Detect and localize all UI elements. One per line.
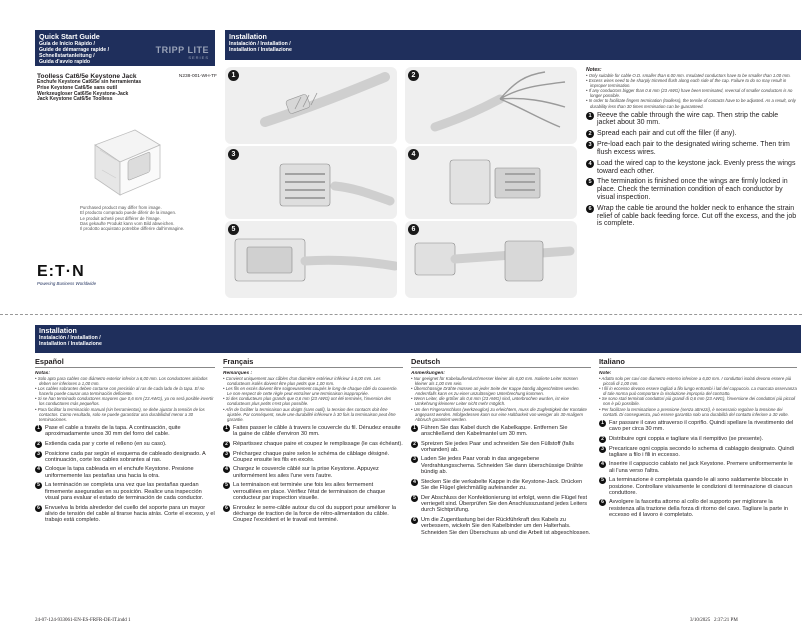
step-number-1: 1 bbox=[586, 112, 594, 120]
step-text: Pre-load each pair to the designated wiring scheme. Then trim flush excess wires. bbox=[597, 141, 790, 157]
preload-pairs-illustration bbox=[225, 146, 397, 219]
step-number-4: 4 bbox=[411, 479, 418, 486]
load-cap-illustration bbox=[405, 146, 577, 219]
panel-number: 5 bbox=[228, 224, 239, 235]
notes-heading: Remarques : bbox=[223, 371, 253, 376]
step-number-6: 6 bbox=[223, 505, 230, 512]
step-number-1: 1 bbox=[599, 420, 606, 427]
step-text: Load the wired cap to the keystone jack. Evenly press the wings toward each other. bbox=[597, 159, 796, 175]
notes-heading: Notas: bbox=[35, 371, 50, 376]
install-subtitle: Installation / Installazione bbox=[39, 341, 102, 347]
step-text: Stecken Sie die verkabelte Kappe in die Keystone-Jack. Drücken Sie die Flügel gleichmäßig aufeinander zu. bbox=[421, 478, 583, 492]
product-name: Toolless Cat6/5e Keystone Jack bbox=[37, 73, 137, 80]
fold-line bbox=[0, 314, 802, 315]
step-number-6: 6 bbox=[35, 505, 42, 512]
step-text: Reeve the cable through the wire cap. Then strip the cable jacket about 30 mm. bbox=[597, 111, 779, 127]
step-text: The termination is finished once the wings are firmly locked in place. Check the termination condition of each conductor by visual inspection. bbox=[597, 178, 788, 202]
eaton-tagline: Powering Business Worldwide bbox=[37, 281, 97, 286]
eaton-logo: E:T·N Powering Business Worldwide bbox=[37, 263, 97, 286]
step-number-6: 6 bbox=[411, 517, 418, 524]
note-item: • Excess wires need to be sharply trimmed flush along each side of the cap. Failure to do so may result in improper termination. bbox=[586, 78, 787, 89]
step-number-4: 4 bbox=[586, 160, 594, 168]
note-item: • Convient uniquement aux câbles d'un diamètre extérieur inférieur à 6,00 mm. Les conducteurs isolés doivent être plus petits que 1,00 mm. bbox=[223, 376, 381, 387]
step-text: Envuelva la brida alrededor del cuello del soporte para un mayor alivio de tensión del cable al tirarse hacia atrás. Corte el exceso, y el trabajo está completo. bbox=[45, 504, 215, 524]
step-panel-3 bbox=[225, 146, 397, 219]
column-spanish bbox=[35, 357, 215, 524]
step-number-3: 3 bbox=[586, 141, 594, 149]
product-translation-1: Enchufe Keystone Cat6/5e sin herramientas bbox=[37, 79, 142, 85]
footer-timestamp: 3/10/2025 2:37:21 PM bbox=[690, 618, 738, 623]
step-text: Führen Sie das Kabel durch die Kabelkappe. Entfernen Sie anschließend den Kabelmantel um 30 mm. bbox=[421, 424, 568, 438]
install-subtitle: Instalación / Installation / bbox=[39, 335, 101, 341]
english-instructions bbox=[586, 67, 798, 228]
step-text: La terminación se completa una vez que las pestañas quedan firmemente aseguradas en su posición. Realice una inspección visual para evaluar el estado de terminación de cada conductor. bbox=[45, 482, 204, 502]
notes-heading: Notes: bbox=[586, 67, 602, 73]
note-item: • In order to facilitate fingers termination (toolless), the tensile of contacts have to be adjusted. As a result, only durability less than 30 times termination can be guaranteed. bbox=[586, 98, 796, 109]
note-item: • If any conductors bigger than 0.6 mm (23 AWG) have been terminated, reversal of smaller conductors is no longer possible. bbox=[586, 88, 793, 99]
step-text: Faites passer le câble à travers le couvercle du fil. Dénudez ensuite la gaine de câble d'environ 30 mm. bbox=[233, 424, 401, 438]
language-heading: Español bbox=[35, 357, 64, 366]
footer-file: 24-07-124-933061-EN-ES-FRFR-DE-IT.indd 1 bbox=[35, 618, 131, 623]
step-text: Far passare il cavo attraverso il copriflo. Quindi spellare la rivestimento del cavo per circa 30 mm. bbox=[609, 419, 794, 433]
step-panel-2 bbox=[405, 67, 577, 144]
notes-heading: Note: bbox=[599, 371, 612, 376]
step-number-4: 4 bbox=[35, 466, 42, 473]
step-number-2: 2 bbox=[35, 441, 42, 448]
install-title: Installation bbox=[39, 326, 77, 335]
note-item: • Adatto solo per cavi con diametro esterno inferiore a 6,00 mm. I conduttori isolati devono essere più piccoli di 1,00 mm. bbox=[599, 376, 792, 387]
wire-spread-illustration bbox=[405, 67, 577, 144]
language-heading: Deutsch bbox=[411, 357, 441, 366]
step-number-2: 2 bbox=[599, 436, 606, 443]
step-number-1: 1 bbox=[411, 425, 418, 432]
note-item: • Si des conducteurs plus grands que 0,6 mm (23 AWG) ont été terminés, l'inversion des conducteurs plus petits n'est plus possible. bbox=[223, 396, 392, 407]
step-number-6: 6 bbox=[599, 499, 606, 506]
install-header-top bbox=[225, 30, 801, 60]
step-text: Répartissez chaque paire et coupez le remplissage (le cas échéant). bbox=[233, 440, 403, 447]
step-text: Avvolgere la fascetta attorno al collo del supporto per migliorare la resistenza alla trazione della forza di ritorno del cavo. Tagliare la parte in eccesso ed il lavoro è completato. bbox=[609, 499, 788, 519]
note-item: • Per facilitare la terminazione a pressione (senza attrezzi), è necessario regolare la tensione dei contatti. Di conseguenza, può essere garantita solo una durabilità del contatto inferiore a 30 volte. bbox=[599, 406, 789, 417]
product-translation-2: Prise Keystone Cat6/5e sans outil bbox=[37, 84, 118, 91]
step-number-1: 1 bbox=[35, 425, 42, 432]
cover-subtitle-2: Guide de démarrage rapide / bbox=[39, 47, 110, 53]
step-text: La terminaison est terminée une fois les ailes fermement verrouillées en place. Vérifiez l'état de terminaison de chaque conducteur par inspection visuelle. bbox=[233, 482, 386, 502]
tripp-lite-logo: TRIPP LITE SERIES bbox=[155, 45, 209, 60]
keystone-jack-image bbox=[80, 120, 170, 200]
cable-strip-illustration bbox=[225, 67, 397, 144]
step-number-2: 2 bbox=[223, 441, 230, 448]
panel-number: 3 bbox=[228, 149, 239, 160]
step-text: Inserire il cappuccio cablato nel jack Keystone. Premere uniformemente le ali l'una verso l'altra. bbox=[609, 461, 793, 474]
step-text: La terminazione è completata quando le ali sono saldamente bloccate in posizione. Controllare visivamente le condizioni di terminazione di ciascun conduttore. bbox=[609, 477, 793, 496]
cover-subtitle-4: Guida d'avvio rapido bbox=[39, 59, 91, 65]
step-panel-4 bbox=[405, 146, 577, 219]
note-item: • Wenn Leiter, die größer als 0,6 mm (23 AWG) sind, unterbrochen wurden, ist eine Umkehrung kleinerer Leiter nicht mehr möglich. bbox=[411, 396, 569, 407]
step-number-5: 5 bbox=[35, 482, 42, 489]
step-text: Extienda cada par y corte el relleno (en su caso). bbox=[45, 440, 167, 447]
install-header-bottom bbox=[35, 325, 801, 353]
step-text: Chargez le couvercle câblé sur la prise Keystone. Appuyez uniformément les ailes l'une vers l'autre. bbox=[233, 466, 379, 479]
product-block bbox=[37, 73, 217, 103]
note-item: • Les fils en excès doivent être soigneusement coupés le long de chaque côté du couvercle. Le non-respect de cette règle peut entraîner une terminaison inappropriée. bbox=[223, 386, 398, 397]
language-heading: Italiano bbox=[599, 357, 625, 366]
step-number-3: 3 bbox=[599, 446, 606, 453]
step-text: Coloque la tapa cableada en el enchufe Keystone. Presione uniformemente las pestañas una hacia la otra. bbox=[45, 466, 194, 479]
note-item: • Los cables sobrantes deben cortarse con precisión al ras de cada lado de la tapa. El no hacerlo puede causar una terminación deficiente. bbox=[35, 386, 205, 397]
note-item: • I fili in eccesso devono essere tagliati a filo lungo entrambi i lati del cappuccio. La mancata osservanza di tale norma può comportare la risoluzione impropria del contratto. bbox=[599, 386, 797, 397]
termination-illustration bbox=[225, 221, 397, 298]
step-number-4: 4 bbox=[599, 461, 606, 468]
note-item: • Si se han terminado conductores mayores que 0,6 mm (23 AWG), ya no será posible invertir los conductores más pequeños. bbox=[35, 396, 214, 407]
install-title: Installation bbox=[229, 32, 267, 41]
cover-title: Quick Start Guide bbox=[39, 32, 100, 41]
step-number-3: 3 bbox=[223, 451, 230, 458]
product-translation-3: Werkzeugloser Cat6/5e Keystone-Jack bbox=[37, 90, 129, 97]
column-german bbox=[411, 357, 591, 536]
cover-subtitle-3: Schnellstartanleitung / bbox=[39, 53, 95, 59]
step-text: Enroulez le serre-câble autour du col du support pour améliorer la décharge de traction de la force de rétro-alimentation du câble. Coupez l'excédent et le travail est terminé. bbox=[233, 504, 396, 524]
step-text: Laden Sie jedes Paar vorab in das angegebene Verdrahtungsschema. Schneiden Sie dann überschüssige Drähte bündig ab. bbox=[421, 456, 584, 476]
step-number-4: 4 bbox=[223, 466, 230, 473]
step-number-5: 5 bbox=[411, 495, 418, 502]
note-item: • Only suitable for cable O.D. smaller than 6.00 mm. Insulated conductors have to be smaller than 1.00 mm. bbox=[586, 73, 791, 78]
product-translation-4: Jack Keystone Cat6/5e Toolless bbox=[37, 96, 113, 103]
install-subtitle: Instalación / Installation / bbox=[229, 41, 291, 47]
notes-heading: Anmerkungen: bbox=[411, 371, 445, 376]
step-number-5: 5 bbox=[599, 477, 606, 484]
disclaimer-line: El producto comprado puede diferir de la imagen. bbox=[80, 210, 177, 216]
step-text: Distribuire ogni coppia e tagliare via il riempitivo (se presente). bbox=[609, 435, 764, 442]
step-number-5: 5 bbox=[223, 482, 230, 489]
step-text: Spreizen Sie jedes Paar und schneiden Sie den Füllstoff (falls vorhanden) ab. bbox=[421, 440, 574, 454]
install-subtitle: Installation / Installazione bbox=[229, 47, 292, 53]
step-text: Wrap the cable tie around the holder neck to enhance the strain relief of cable back feeding force. Cut off the excess, and the job is complete. bbox=[597, 204, 797, 228]
disclaimer-line: Purchased product may differ from image. bbox=[80, 205, 162, 210]
step-number-5: 5 bbox=[586, 178, 594, 186]
step-number-2: 2 bbox=[411, 441, 418, 448]
note-item: • Um den Fingeranschluss (werkzeuglos) zu erleichtern, muss die Zugfestigkeit der Kontakte angepasst werden. Infolgedessen kann nur eine Haltbarkeit von weniger als 30-maligem Abbruch garantiert werden. bbox=[411, 406, 587, 422]
step-number-2: 2 bbox=[586, 130, 594, 138]
step-panel-5 bbox=[225, 221, 397, 298]
column-italian bbox=[599, 357, 797, 519]
step-text: Precaricare ogni coppia secondo lo schema di cablaggio designato. Quindi tagliare a filo i fili in eccesso. bbox=[609, 445, 795, 458]
step-text: Pase el cable a través de la tapa. A continuación, quite aproximadamente unos 30 mm del forro del cable. bbox=[45, 424, 181, 438]
language-heading: Français bbox=[223, 357, 254, 366]
step-text: Posicione cada par según el esquema de cableado designado. A continuación, corte los cables sobrantes al ras. bbox=[45, 450, 206, 464]
disclaimer-line: Il prodotto acquistato potrebbe differire dall'immagine. bbox=[80, 226, 185, 232]
panel-number: 4 bbox=[408, 149, 419, 160]
note-item: • Para facilitar la terminación manual (sin herramientas), se debe ajustar la tensión de los contactos. Como resultado, solo se puede garantizar una durabilidad menor a 30 terminaciones. bbox=[35, 406, 205, 422]
note-item: • Se sono stati terminati conduttori più grandi di 0,6 mm (23 AWG), l'inversione dei conduttori più piccoli non è più possibile. bbox=[599, 396, 796, 407]
step-text: Préchargez chaque paire selon le schéma de câblage désigné. Coupez ensuite les fils en excès. bbox=[233, 450, 390, 464]
note-item: • Afin de faciliter la terminaison aux doigts (sans outil), la tension des contacts doit être ajustée. Par conséquent, seule une durabilité inférieure à 30 fois la terminaison peut être garantie. bbox=[223, 406, 396, 422]
panel-number: 1 bbox=[228, 70, 239, 81]
disclaimer-line: Le produit acheté peut différer de l'image. bbox=[80, 215, 161, 221]
step-text: Um die Zugentlastung bei der Rückführkraft des Kabels zu verbessern, wickeln Sie den Kabelbinder um den Halterhals. Schneiden Sie den Überschuss ab und die Arbeit ist abgeschlossen. bbox=[421, 516, 591, 536]
note-item: • Solo apto para cables con diámetro exterior inferior a 6,00 mm. Los conductores aislados deben ser inferiores a 1,00 mm. bbox=[35, 376, 208, 387]
step-panel-1 bbox=[225, 67, 397, 144]
note-item: • Überschüssige Drähte müssen an jeder Seite der Kappe bündig abgeschnitten werden. Andernfalls kann es zu einer unzulässigen Unterbrechung kommen. bbox=[411, 386, 580, 397]
column-french bbox=[223, 357, 403, 524]
panel-number: 2 bbox=[408, 70, 419, 81]
step-number-6: 6 bbox=[586, 205, 594, 213]
step-text: Der Abschluss der Konfektionierung ist erfolgt, wenn die Flügel fest verriegelt sind. Überprüfen Sie den Anschlusszustand jedes Leiters durch Sichtprüfung. bbox=[421, 494, 588, 514]
model-number: N238-001-WH-TF bbox=[178, 74, 217, 79]
note-item: • Nur geeignet für Kabelaußendurchmesser kleiner als 6,00 mm. Isolierte Leiter müssen kleiner als 1,00 mm sein. bbox=[411, 376, 578, 387]
cover-header bbox=[35, 30, 215, 66]
disclaimer bbox=[80, 205, 200, 231]
step-number-3: 3 bbox=[411, 456, 418, 463]
cable-tie-illustration bbox=[405, 221, 577, 298]
step-panel-6 bbox=[405, 221, 577, 298]
cover-subtitle-1: Guía de Inicio Rápido / bbox=[39, 41, 95, 47]
step-text: Spread each pair and cut off the filler (if any). bbox=[597, 130, 737, 138]
panel-number: 6 bbox=[408, 224, 419, 235]
step-number-3: 3 bbox=[35, 451, 42, 458]
disclaimer-line: Das gekaufte Produkt kann vom Bild abweichen. bbox=[80, 220, 175, 226]
step-number-1: 1 bbox=[223, 425, 230, 432]
